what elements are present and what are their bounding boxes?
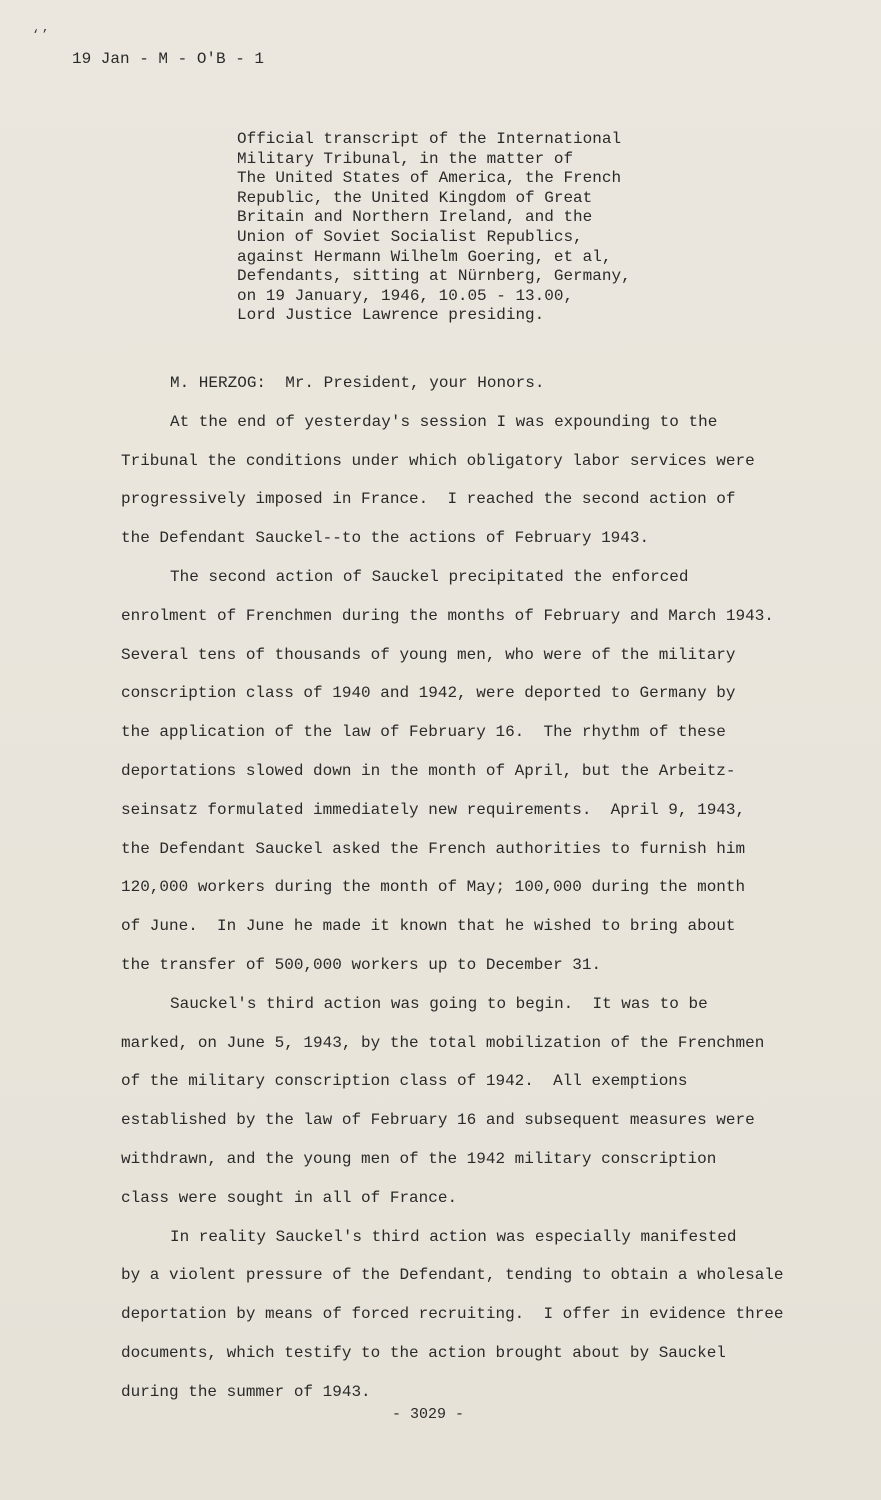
body-line: 120,000 workers during the month of May; 100,000 during the month (121, 878, 746, 897)
body-line: conscription class of 1940 and 1942, were deported to Germany by (121, 684, 736, 703)
body-line: seinsatz formulated immediately new requirements. April 9, 1943, (121, 800, 746, 819)
punch-marks: ‘’ (32, 28, 51, 42)
header-line: on 19 January, 1946, 10.05 - 13.00, (237, 286, 574, 305)
header-line: Defendants, sitting at Nürnberg, Germany, (237, 267, 631, 286)
header-line: Military Tribunal, in the matter of (237, 149, 574, 168)
body-line: withdrawn, and the young men of the 1942 military conscription (121, 1149, 717, 1168)
body-line: In reality Sauckel's third action was especially manifested (170, 1227, 737, 1246)
header-line: against Hermann Wilhelm Goering, et al, (237, 247, 612, 266)
body-line: the application of the law of February 16. The rhythm of these (121, 723, 726, 742)
body-line: the Defendant Sauckel asked the French authorities to furnish him (121, 839, 746, 858)
body-line: M. HERZOG: Mr. President, your Honors. (170, 374, 545, 392)
body-line: by a violent pressure of the Defendant, tending to obtain a wholesale (121, 1266, 784, 1285)
page-reference: 19 Jan - M - O'B - 1 (72, 50, 265, 68)
header-line: Britain and Northern Ireland, and the (237, 208, 593, 227)
body-line: marked, on June 5, 1943, by the total mobilization of the Frenchmen (121, 1033, 765, 1052)
header-line: Union of Soviet Socialist Republics, (237, 227, 583, 246)
header-line: Official transcript of the International (237, 130, 622, 148)
body-line: the transfer of 500,000 workers up to December 31. (121, 955, 602, 974)
body-line: Sauckel's third action was going to begin. It was to be (170, 994, 708, 1013)
body-line: deportations slowed down in the month of April, but the Arbeitz- (121, 761, 736, 780)
header-line: Lord Justice Lawrence presiding. (237, 306, 545, 325)
header-line: The United States of America, the French (237, 169, 622, 188)
body-line: documents, which testify to the action brought about by Sauckel (121, 1343, 726, 1362)
body-line: of June. In June he made it known that he wished to bring about (121, 917, 736, 936)
page-number: - 3029 - (392, 1406, 465, 1423)
body-line: class were sought in all of France. (121, 1188, 458, 1207)
body-line: At the end of yesterday's session I was expounding to the (170, 412, 718, 431)
body-line: of the military conscription class of 1942. All exemptions (121, 1072, 688, 1091)
body-line: enrolment of Frenchmen during the months of February and March 1943. (121, 606, 774, 625)
transcript-body (121, 364, 784, 1412)
header-line: Republic, the United Kingdom of Great (237, 188, 593, 207)
body-line: Several tens of thousands of young men, who were of the military (121, 645, 736, 664)
body-line: during the summer of 1943. (121, 1382, 371, 1401)
body-line: Tribunal the conditions under which obligatory labor services were (121, 451, 755, 470)
body-line: The second action of Sauckel precipitated the enforced (170, 567, 689, 586)
body-line: deportation by means of forced recruiting. I offer in evidence three (121, 1305, 784, 1324)
body-line: the Defendant Sauckel--to the actions of February 1943. (121, 529, 650, 548)
body-line: established by the law of February 16 and subsequent measures were (121, 1111, 755, 1130)
transcript-header (237, 130, 631, 326)
body-line: progressively imposed in France. I reached the second action of (121, 490, 736, 509)
